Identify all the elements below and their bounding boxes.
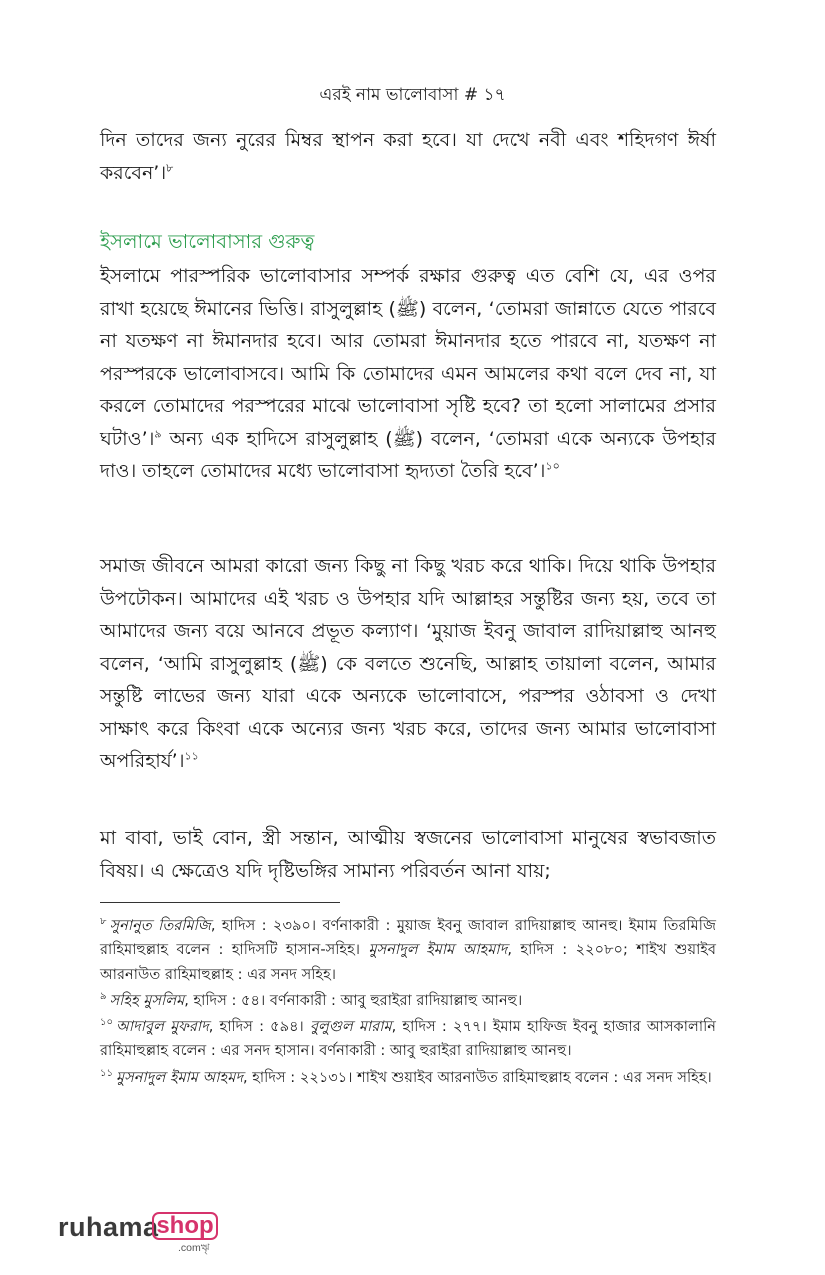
footnote-source-title: আদাবুল মুফরাদ <box>116 1018 209 1036</box>
paragraph-2-part2: অন্য এক হাদিসে রাসুলুল্লাহ (ﷺ) বলেন, ‘তোমরা একে অন্যকে উপহার দাও। তাহলে তোমাদের মধ্যে ভালোবাসা হৃদ্যতা তৈরি হবে’। <box>100 427 716 482</box>
footnote-source-title: সুনানুত তিরমিজি <box>109 917 211 934</box>
footnote-ref-8: ৮ <box>166 161 174 175</box>
footnote-source-title: মুসনাদুল ইমাম আহমদ <box>115 1068 243 1086</box>
footnote-divider <box>100 902 340 903</box>
footnotes <box>100 914 716 1092</box>
paragraph-3-text: সমাজ জীবনে আমরা কারো জন্য কিছু না কিছু খরচ করে থাকি। দিয়ে থাকি উপহার উপঢৌকন। আমাদের এই খরচ ও উপহার যদি আল্লাহর সন্তুষ্টির জন্য হয়, তবে তা আমাদের জন্য বয়ে আনবে প্রভূত কল্যাণ। ‘মুয়াজ ইবনু জাবাল রাদিয়াল্লাহু আনহু বলেন, ‘আমি রাসুলুল্লাহ (ﷺ) কে বলতে শুনেছি, আল্লাহ তায়ালা বলেন, আমার সন্তুষ্টি লাভের জন্য যারা একে অন্যকে ভালোবাসে, পরস্পর ওঠাবসা ও দেখা সাক্ষাৎ করে কিংবা একে অন্যের জন্য খরচ করে, তাদের জন্য আমার ভালোবাসা অপরিহার্য’। <box>100 555 716 772</box>
footnote-source-title: মুসনাদুল ইমাম আহমাদ <box>368 941 508 959</box>
paragraph-1-text: দিন তাদের জন্য নুরের মিম্বর স্থাপন করা হবে। যা দেখে নবী এবং শহিদগণ ঈর্ষা করবেন’। <box>100 129 716 184</box>
footnote-8 <box>100 914 716 987</box>
footnote-11 <box>100 1066 716 1090</box>
footnote-text: , হাদিস : ২২১৩১। শাইখ শুয়াইব আরনাউত রাহিমাহুল্লাহ বলেন : এর সনদ সহিহ। <box>242 1068 712 1086</box>
footnote-ref-9: ৯ <box>154 427 162 441</box>
paragraph-1 <box>100 124 716 189</box>
paragraph-2-part1: ইসলামে পারস্পরিক ভালোবাসার সম্পর্ক রক্ষার গুরুত্ব এত বেশি যে, এর ওপর রাখা হয়েছে ঈমানের ভিত্তি। রাসুলুল্লাহ (ﷺ) বলেন, ‘তোমরা জান্নাতে যেতে পারবে না যতক্ষণ না ঈমানদার হবে। আর তোমরা ঈমানদার হতে পারবে না, যতক্ষণ না পরস্পরকে ভালোবাসবে। আমি কি তোমাদের এমন আমলের কথা বলে দেব না, যা করলে তোমাদের পরস্পরের মাঝে ভালোবাসা সৃষ্টি হবে? তা হলো সালামের প্রসার ঘটাও’। <box>100 265 717 450</box>
footnote-ref-10: ১০ <box>545 459 560 473</box>
footnote-source-title: সহিহ মুসলিম <box>109 991 185 1009</box>
logo-domain-suffix: .comৠ <box>178 1242 210 1254</box>
footnote-source-title: বুলুগুল মারাম <box>309 1018 392 1036</box>
footnote-number: ১১ <box>100 1067 113 1079</box>
footnote-text: , হাদিস : ২৩৯০। বর্ণনাকারী : মুয়াজ ইবনু জাবাল রাদিয়াল্লাহু আনহু। ইমাম তিরমিজি রাহিমাহুল্লাহ বলেন : হাদিসটি হাসান-সহিহ। <box>100 917 717 959</box>
logo-wordmark-right: shop <box>156 1212 214 1239</box>
footnote-number: ৮ <box>100 916 107 928</box>
paragraph-3 <box>100 550 716 778</box>
paragraph-4-text: মা বাবা, ভাই বোন, স্ত্রী সন্তান, আত্মীয় স্বজনের ভালোবাসা মানুষের স্বভাবজাত বিষয়। এ ক্ষেত্রেও যদি দৃষ্টিভঙ্গির সামান্য পরিবর্তন আনা যায়; <box>100 827 716 882</box>
logo-shop-box <box>152 1212 218 1240</box>
section-heading: ইসলামে ভালোবাসার গুরুত্ব <box>100 230 315 253</box>
footnote-text: , হাদিস : ৫৯৪। <box>208 1018 310 1036</box>
paragraph-4 <box>100 822 716 887</box>
running-head: এরই নাম ভালোবাসা # ১৭ <box>319 85 506 105</box>
paragraph-2 <box>100 260 716 488</box>
footnote-ref-11: ১১ <box>184 749 199 763</box>
footnote-number: ৯ <box>100 991 107 1003</box>
footnote-9 <box>100 989 716 1013</box>
footnote-number: ১০ <box>100 1017 113 1029</box>
footnote-10 <box>100 1015 716 1064</box>
logo-wordmark-left: ruhama <box>58 1212 159 1242</box>
footnote-text: , হাদিস : ২২০৮০; শাইখ শুয়াইব আরনাউত রাহিমাহুল্লাহ : এর সনদ সহিহ। <box>100 941 717 983</box>
footnote-text: , হাদিস : ২৭৭। ইমাম হাফিজ ইবনু হাজার আসকালানি রাহিমাহুল্লাহ বলেন : এর সনদ হাসান। বর্ণনাকারী : আবু হুরাইরা রাদিয়াল্লাহু আনহু। <box>100 1018 716 1060</box>
ruhamashop-logo <box>58 1210 228 1254</box>
footnote-text: , হাদিস : ৫৪। বর্ণনাকারী : আবু হুরাইরা রাদিয়াল্লাহু আনহু। <box>184 991 523 1009</box>
